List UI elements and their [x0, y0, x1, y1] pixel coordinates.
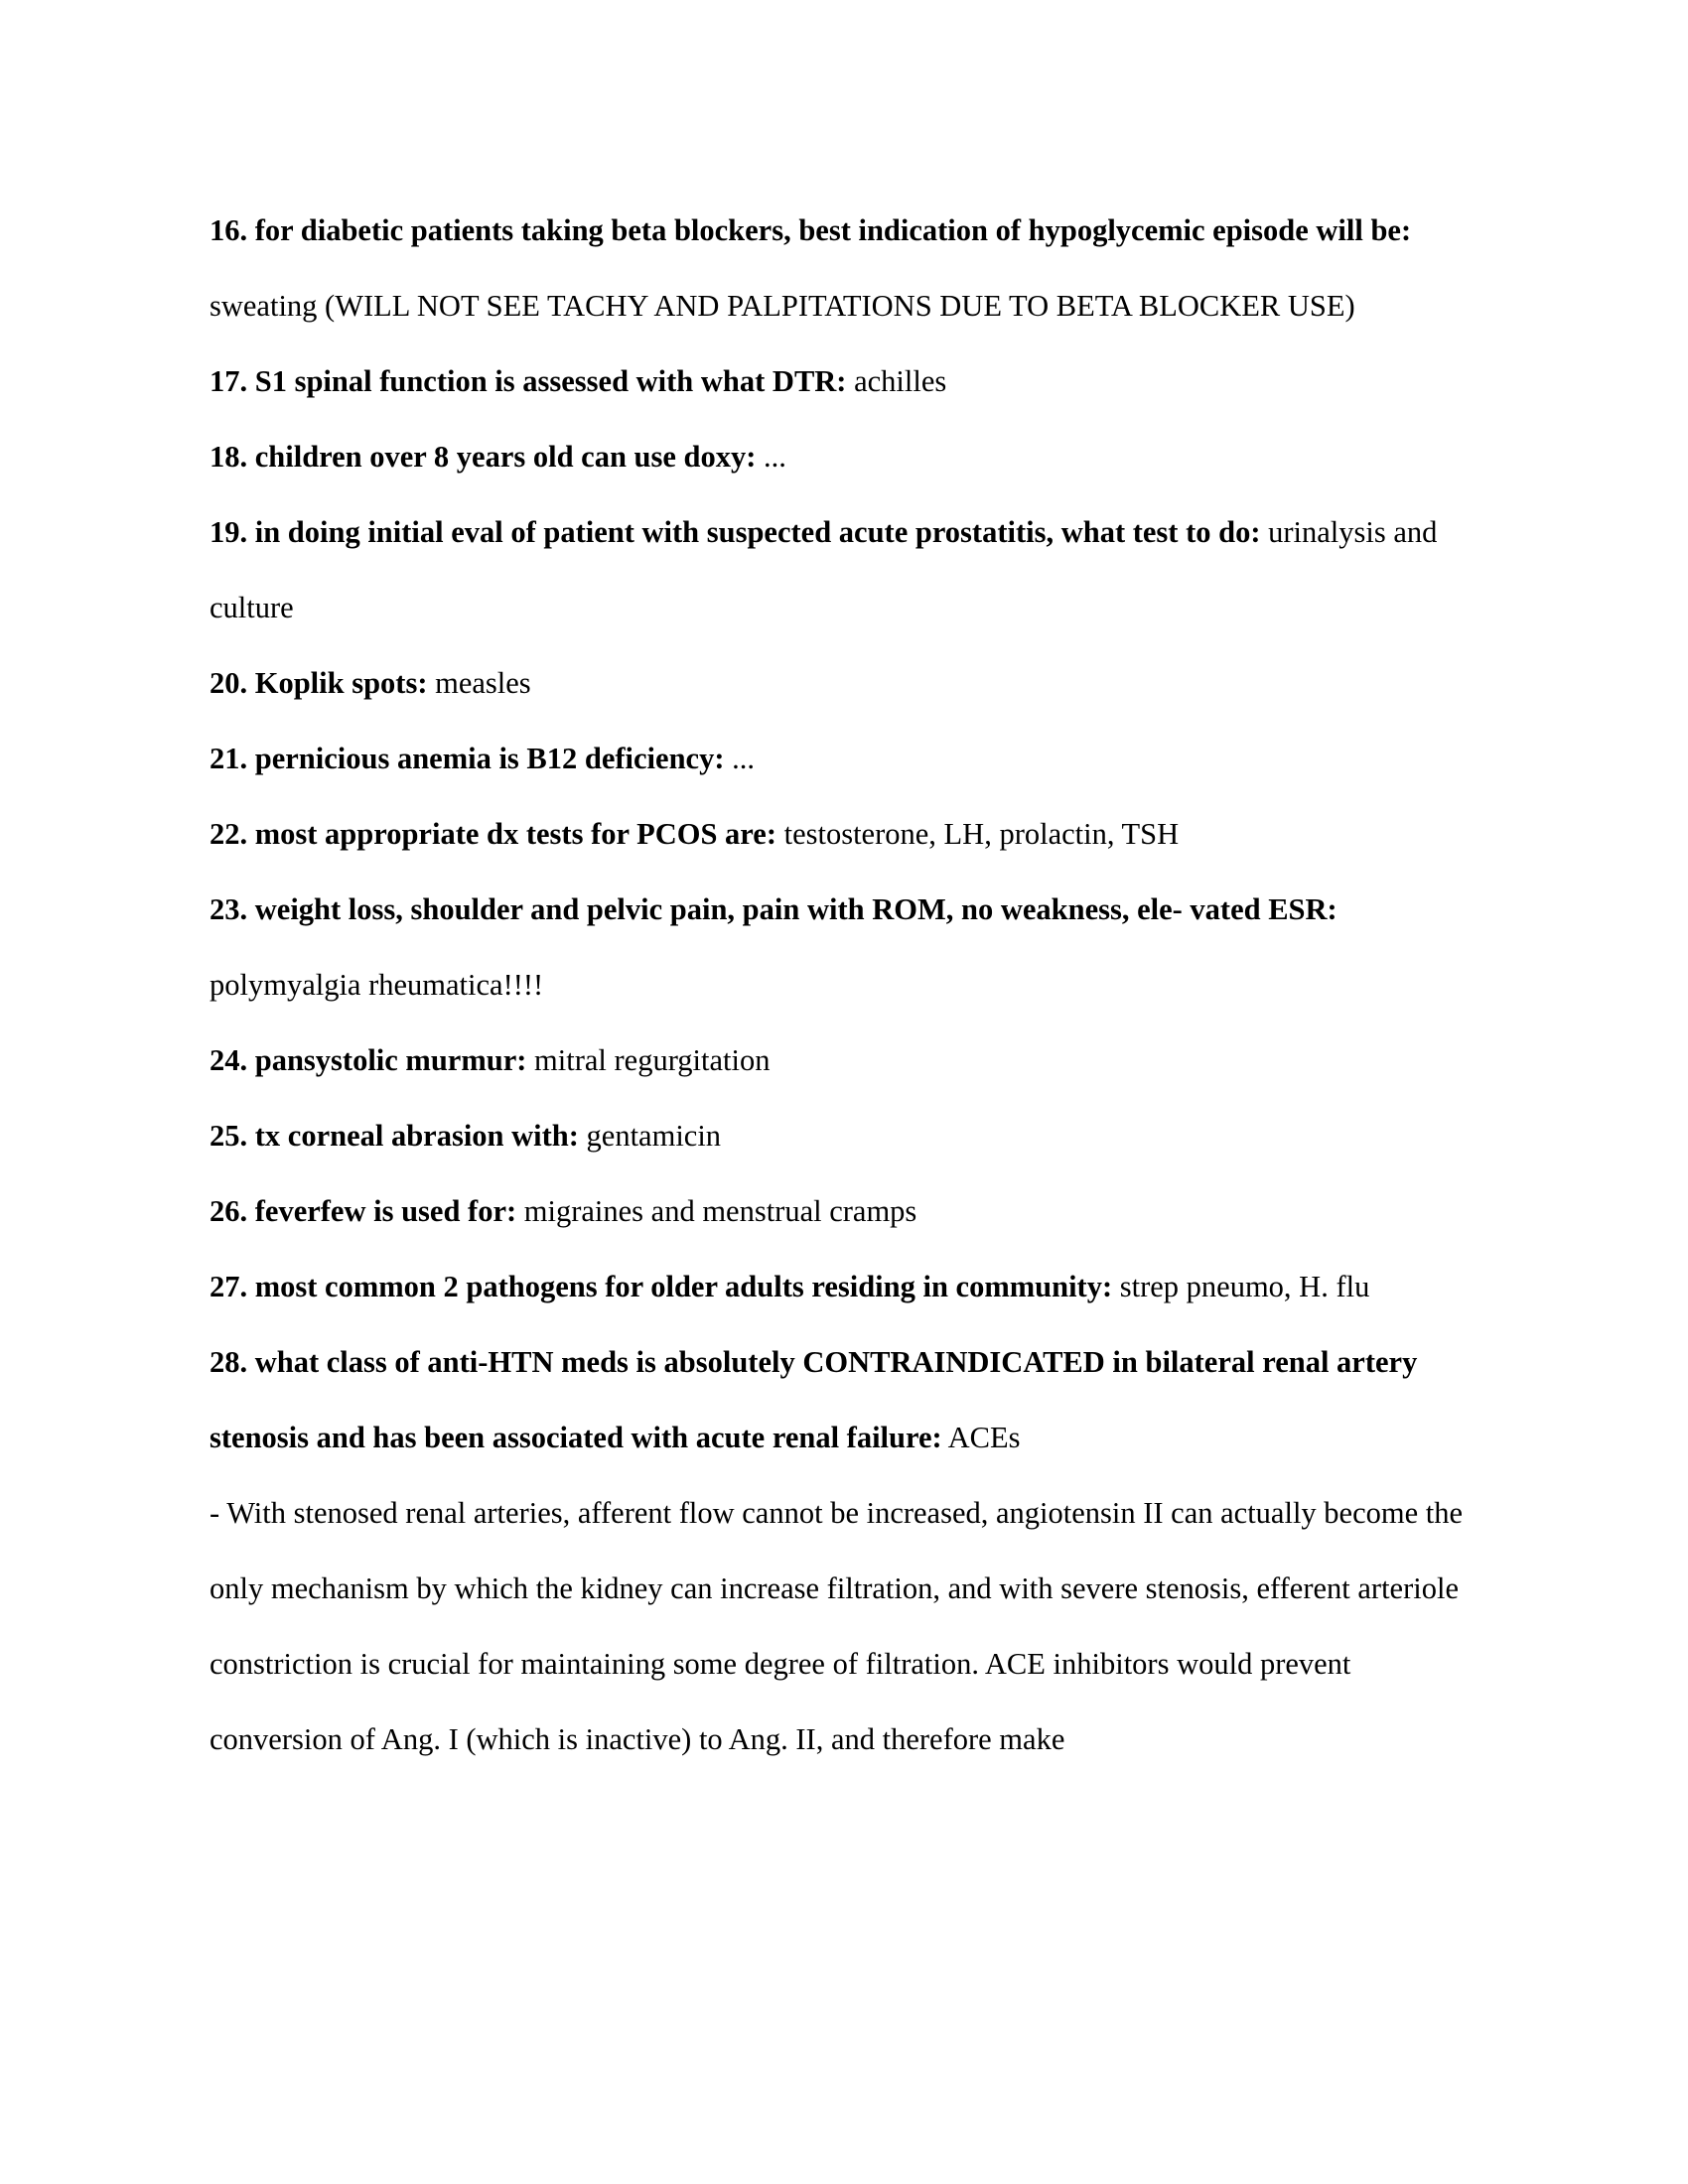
question-text: children over 8 years old can use doxy:: [254, 440, 757, 474]
answer-text: strep pneumo, H. flu: [1119, 1270, 1370, 1303]
answer-text: testosterone, LH, prolactin, TSH: [783, 817, 1180, 851]
question-text: weight loss, shoulder and pelvic pain, pain with ROM, no weakness, ele- vated ESR:: [254, 892, 1337, 926]
item-number: 23.: [210, 892, 248, 926]
item-number: 17.: [210, 364, 248, 398]
qa-item: [210, 494, 1471, 645]
item-number: 20.: [210, 666, 248, 700]
item-number: 25.: [210, 1119, 248, 1153]
answer-text: achilles: [854, 364, 947, 398]
qa-item: [210, 645, 1471, 721]
item-number: 21.: [210, 742, 248, 775]
question-text: tx corneal abrasion with:: [254, 1119, 579, 1153]
qa-item: [210, 343, 1471, 419]
item-number: 16.: [210, 213, 248, 247]
qa-item: [210, 1324, 1471, 1475]
answer-text: gentamicin: [586, 1119, 722, 1153]
qa-item: [210, 419, 1471, 494]
item-number: 28.: [210, 1345, 248, 1379]
qa-list: [210, 193, 1471, 1475]
answer-text: urinalysis and culture: [210, 515, 1438, 624]
question-text: pernicious anemia is B12 deficiency:: [254, 742, 725, 775]
answer-text: mitral regurgitation: [534, 1043, 771, 1077]
answer-text: polymyalgia rheumatica!!!!: [210, 968, 544, 1002]
question-text: for diabetic patients taking beta blockers, best indication of hypoglycemic episode will be:: [254, 213, 1412, 247]
question-text: most appropriate dx tests for PCOS are:: [254, 817, 776, 851]
item-number: 26.: [210, 1194, 248, 1228]
question-text: what class of anti-HTN meds is absolutely CONTRAINDICATED in bilateral renal artery stenosis and has been associated with acute renal failure:: [210, 1345, 1418, 1454]
document-page: [210, 193, 1471, 1777]
question-text: most common 2 pathogens for older adults residing in community:: [254, 1270, 1113, 1303]
item-number: 19.: [210, 515, 248, 549]
item-number: 22.: [210, 817, 248, 851]
question-text: pansystolic murmur:: [254, 1043, 527, 1077]
qa-item: [210, 796, 1471, 872]
question-text: Koplik spots:: [254, 666, 428, 700]
explanation-paragraph: - With stenosed renal arteries, afferent flow cannot be increased, angiotensin II can actually become the only mechanism by which the kidney can increase filtration, and with severe stenosis, efferent arteriole constriction is crucial for maintaining some degree of filtration. ACE inhibitors would prevent conversion of Ang. I (which is inactive) to Ang. II, and therefore make: [210, 1496, 1464, 1756]
qa-item: [210, 1249, 1471, 1324]
answer-text: ACEs: [947, 1421, 1021, 1454]
item-number: 27.: [210, 1270, 248, 1303]
answer-text: sweating (WILL NOT SEE TACHY AND PALPITATIONS DUE TO BETA BLOCKER USE): [210, 289, 1355, 323]
question-text: S1 spinal function is assessed with what DTR:: [254, 364, 847, 398]
answer-text: measles: [435, 666, 531, 700]
qa-item: [210, 1098, 1471, 1173]
answer-text: ...: [764, 440, 786, 474]
question-text: in doing initial eval of patient with suspected acute prostatitis, what test to do:: [254, 515, 1261, 549]
qa-item: [210, 721, 1471, 796]
question-text: feverfew is used for:: [254, 1194, 517, 1228]
answer-text: ...: [732, 742, 755, 775]
qa-item: [210, 1173, 1471, 1249]
item-number: 18.: [210, 440, 248, 474]
qa-item: [210, 1023, 1471, 1098]
answer-text: migraines and menstrual cramps: [523, 1194, 917, 1228]
qa-item: [210, 872, 1471, 1023]
item-number: 24.: [210, 1043, 248, 1077]
qa-item: [210, 193, 1471, 343]
